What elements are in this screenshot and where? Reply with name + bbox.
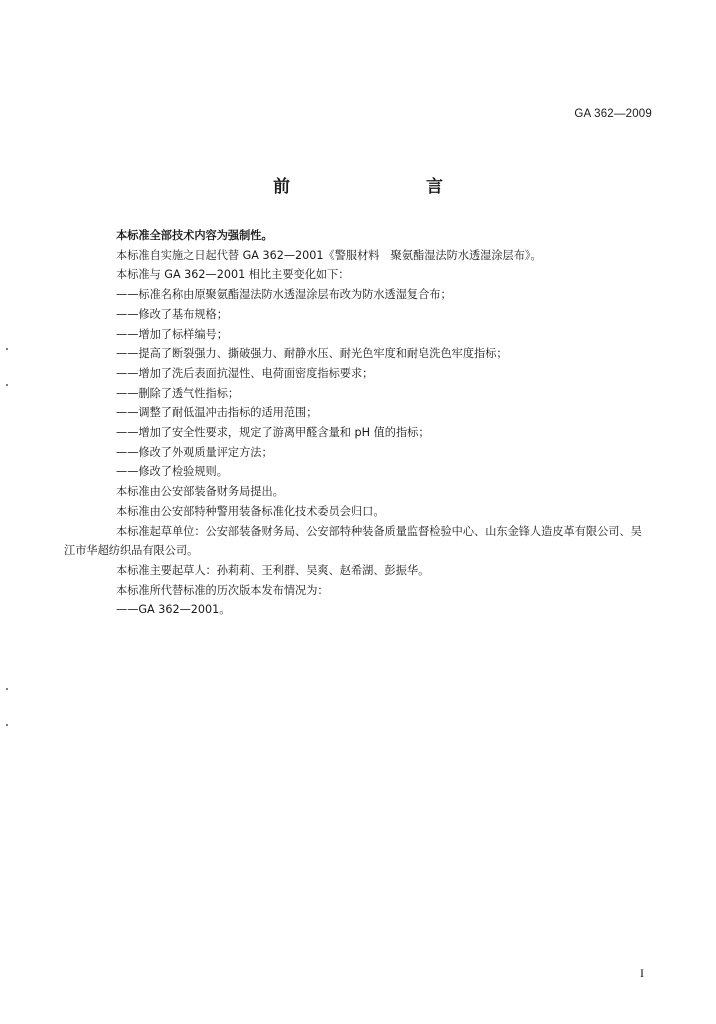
scan-speck — [6, 348, 8, 350]
scan-speck — [6, 724, 8, 726]
change-item: ——增加了安全性要求，规定了游离甲醛含量和 pH 值的指标； — [116, 426, 430, 440]
change-item: ——修改了外观质量评定方法； — [116, 445, 273, 459]
page-number: I — [640, 966, 644, 980]
page-title: 前 言 — [273, 177, 477, 197]
paragraph-changes-intro: 本标准与 GA 362—2001 相比主要变化如下： — [116, 268, 350, 282]
change-item: ——调整了耐低温冲击指标的适用范围； — [116, 406, 318, 420]
paragraph-drafters: 本标准主要起草人：孙莉莉、王利群、吴爽、赵希湖、彭振华。 — [116, 563, 430, 577]
change-item: ——标准名称由原聚氨酯湿法防水透湿涂层布改为防水透湿复合布； — [116, 288, 452, 302]
change-item: ——提高了断裂强力、撕破强力、耐静水压、耐光色牢度和耐皂洗色牢度指标； — [116, 347, 508, 361]
history-item: ——GA 362—2001。 — [116, 603, 231, 617]
standard-code: GA 362—2009 — [574, 108, 652, 120]
paragraph-centralized-by: 本标准由公安部特种警用装备标准化技术委员会归口。 — [116, 504, 385, 518]
change-item: ——增加了标样编号； — [116, 327, 228, 341]
scan-speck — [6, 384, 8, 386]
document-body — [64, 226, 652, 620]
scan-speck — [6, 688, 8, 690]
change-item: ——删除了透气性指标； — [116, 386, 240, 400]
paragraph-history-intro: 本标准所代替标准的历次版本发布情况为： — [116, 583, 329, 597]
change-item: ——增加了洗后表面抗湿性、电荷面密度指标要求； — [116, 366, 374, 380]
paragraph-mandatory-statement: 本标准全部技术内容为强制性。 — [116, 229, 273, 242]
paragraph-drafting-units: 本标准起草单位：公安部装备财务局、公安部特种装备质量监督检验中心、山东金锋人造皮革有限公司、吴江市华超纺织品有限公司。 — [64, 524, 642, 558]
change-item: ——修改了检验规则。 — [116, 465, 228, 479]
change-item: ——修改了基布规格； — [116, 307, 228, 321]
paragraph-proposed-by: 本标准由公安部装备财务局提出。 — [116, 485, 284, 499]
paragraph-replaces: 本标准自实施之日起代替 GA 362—2001《警服材料 聚氨酯湿法防水透湿涂层布》。 — [116, 248, 542, 262]
